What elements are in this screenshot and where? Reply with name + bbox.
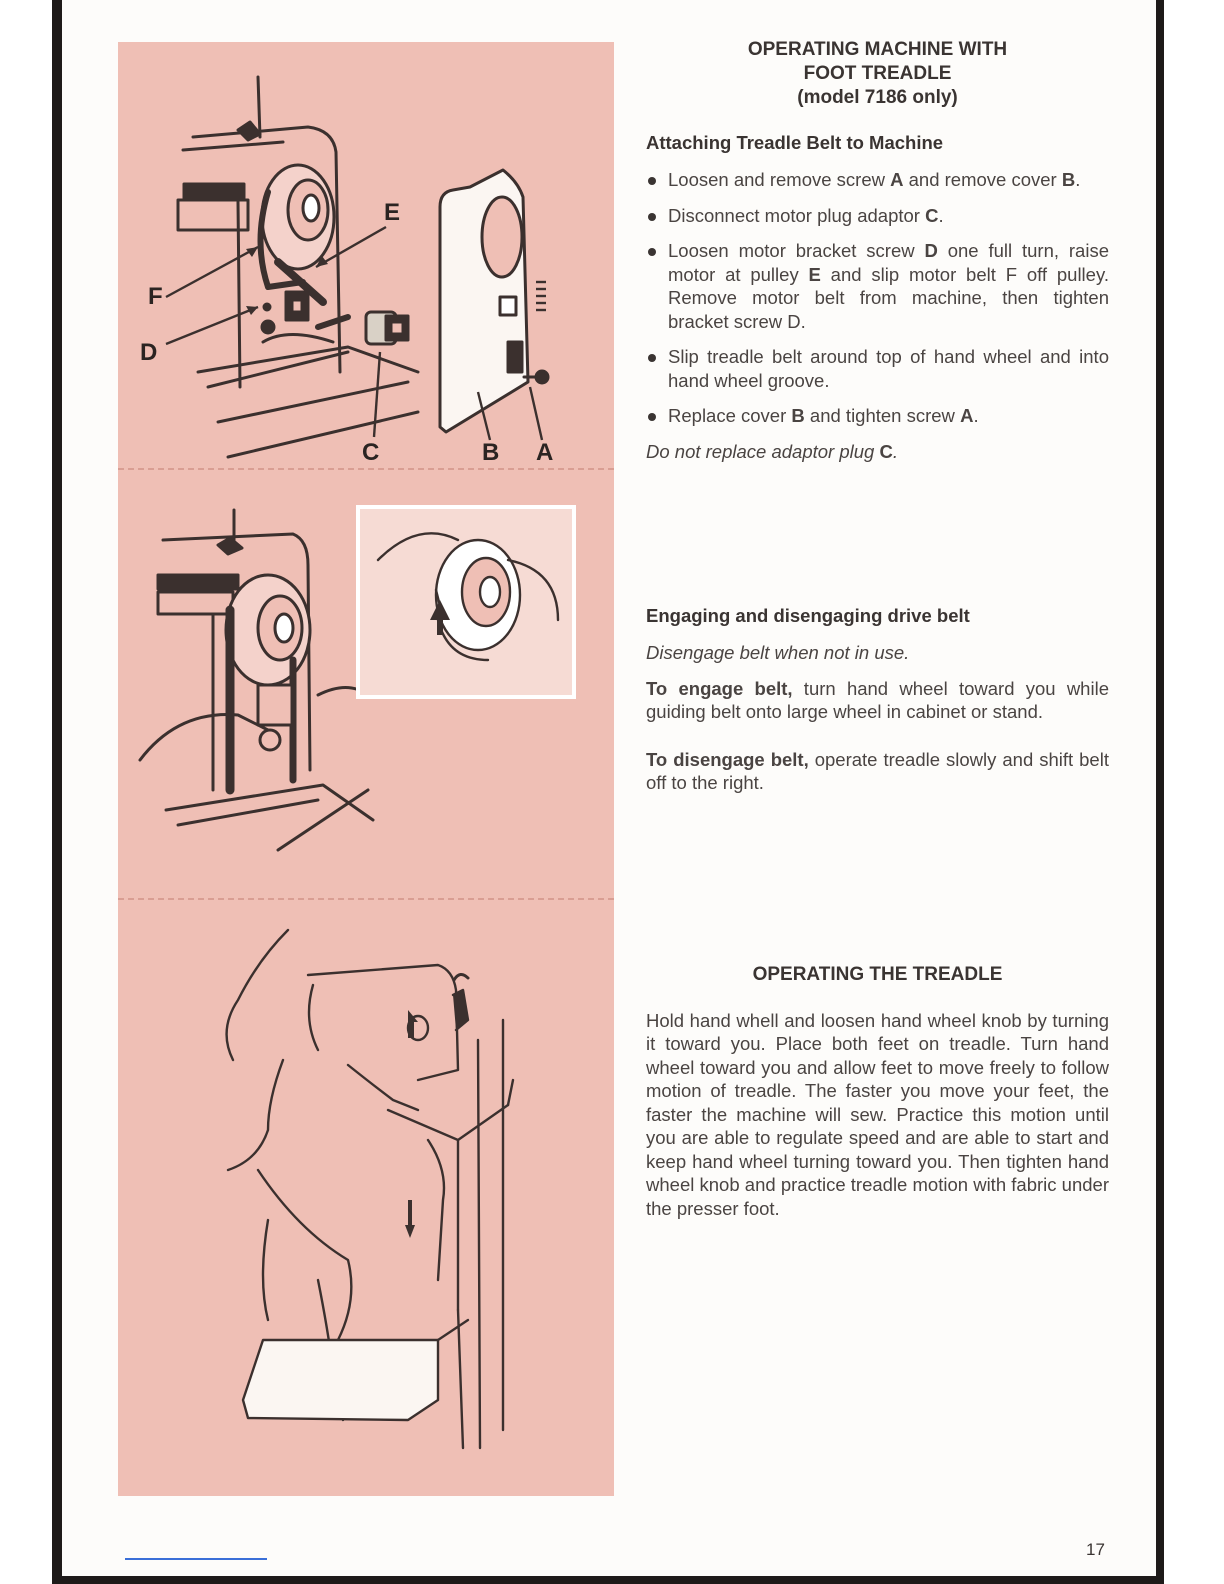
step-5-label-a: A [960, 405, 974, 426]
step-2-text-end: . [938, 204, 944, 226]
step-1-text: Loosen and remove screw [668, 169, 891, 190]
figure-cover-removal-drawing [118, 42, 614, 468]
step-3-text: Loosen motor bracket screw [668, 240, 925, 261]
engage-belt-text: turn hand wheel toward you while guiding belt onto large wheel in cabinet or stand. [646, 677, 1109, 722]
step-1 [646, 168, 1109, 192]
callout-f: F [148, 283, 163, 310]
section-title [646, 38, 1109, 110]
step-1-text-end: . [1075, 169, 1081, 190]
adaptor-note-label-c: C [879, 440, 893, 462]
figure-belt-engage-drawing [118, 470, 614, 898]
adaptor-note-text: Do not replace adaptor plug [646, 440, 880, 462]
step-5-label-b: B [791, 405, 805, 426]
treadle-title: OPERATING THE TREADLE [752, 963, 1003, 985]
section-title-line-3: (model 7186 only) [797, 87, 958, 108]
step-1-label-a: A [890, 169, 904, 190]
step-3-text-mid: one full turn, raise motor at pulley [668, 240, 1109, 285]
step-2-label-c: C [925, 204, 939, 226]
disengage-belt-label: To disengage belt, [646, 748, 809, 770]
scan-edge-bottom [52, 1576, 1162, 1584]
blue-underline-mark [125, 1558, 267, 1560]
callout-b: B [482, 439, 500, 466]
step-2 [646, 204, 1109, 228]
subheading-drive-belt: Engaging and disengaging drive belt [646, 605, 970, 626]
treadle-instructions: Hold hand whell and loosen hand wheel knob by turning it toward you. Place both feet on treadle. Turn hand wheel toward you and allow feet to move freely to follow motion of treadle. The faster you move your feet, the faster the machine will sew. Practice this motion until you are able to regulate speed and are able to start and keep hand wheel turning toward you. Then tighten hand wheel knob and practice treadle motion with fabric under the presser foot. [646, 1009, 1109, 1219]
step-5-text-end: . [973, 405, 979, 426]
figure-operating-treadle-drawing [118, 900, 614, 1496]
scan-edge-right [1156, 0, 1164, 1584]
adaptor-note [646, 440, 1109, 464]
section-title-line-1: OPERATING MACHINE WITH [747, 39, 1008, 60]
step-3-label-d: D [924, 240, 938, 261]
step-3-label-e: E [808, 263, 821, 285]
callout-d: D [140, 339, 158, 366]
disengage-belt-text: operate treadle slowly and shift belt off to the right. [646, 748, 1109, 793]
step-2-text: Disconnect motor plug adaptor [668, 204, 926, 226]
step-5-text-mid: and tighten screw [804, 405, 961, 426]
step-4-text: Slip treadle belt around top of hand wheel and into hand wheel groove. [668, 346, 1109, 391]
page-number: 17 [1086, 1540, 1105, 1559]
step-1-text-mid: and remove cover [903, 169, 1062, 190]
scan-edge-left [52, 0, 62, 1584]
step-5 [646, 404, 1109, 428]
engage-belt-label: To engage belt, [646, 677, 793, 699]
callout-c: C [362, 439, 380, 466]
text-column [646, 38, 1109, 1220]
callout-e: E [384, 199, 401, 226]
figure-belt-engage [118, 470, 614, 898]
step-1-label-b: B [1061, 169, 1076, 190]
step-3-text-end: and slip motor belt F off pulley. Remove motor belt from machine, then tighten bracket screw D. [668, 263, 1109, 332]
figure-operating-treadle [118, 900, 614, 1496]
step-4 [646, 345, 1109, 392]
steps-list [646, 168, 1109, 428]
engage-belt-paragraph [646, 677, 1109, 724]
drive-belt-note: Disengage belt when not in use. [646, 642, 910, 663]
adaptor-note-end: . [892, 440, 898, 462]
step-3 [646, 239, 1109, 333]
subheading-attaching-belt: Attaching Treadle Belt to Machine [646, 132, 944, 153]
section-title-line-2: FOOT TREADLE [803, 63, 952, 84]
callout-a: A [536, 439, 554, 466]
disengage-belt-paragraph [646, 748, 1109, 795]
step-5-text: Replace cover [668, 405, 792, 426]
figure-cover-removal [118, 42, 614, 468]
